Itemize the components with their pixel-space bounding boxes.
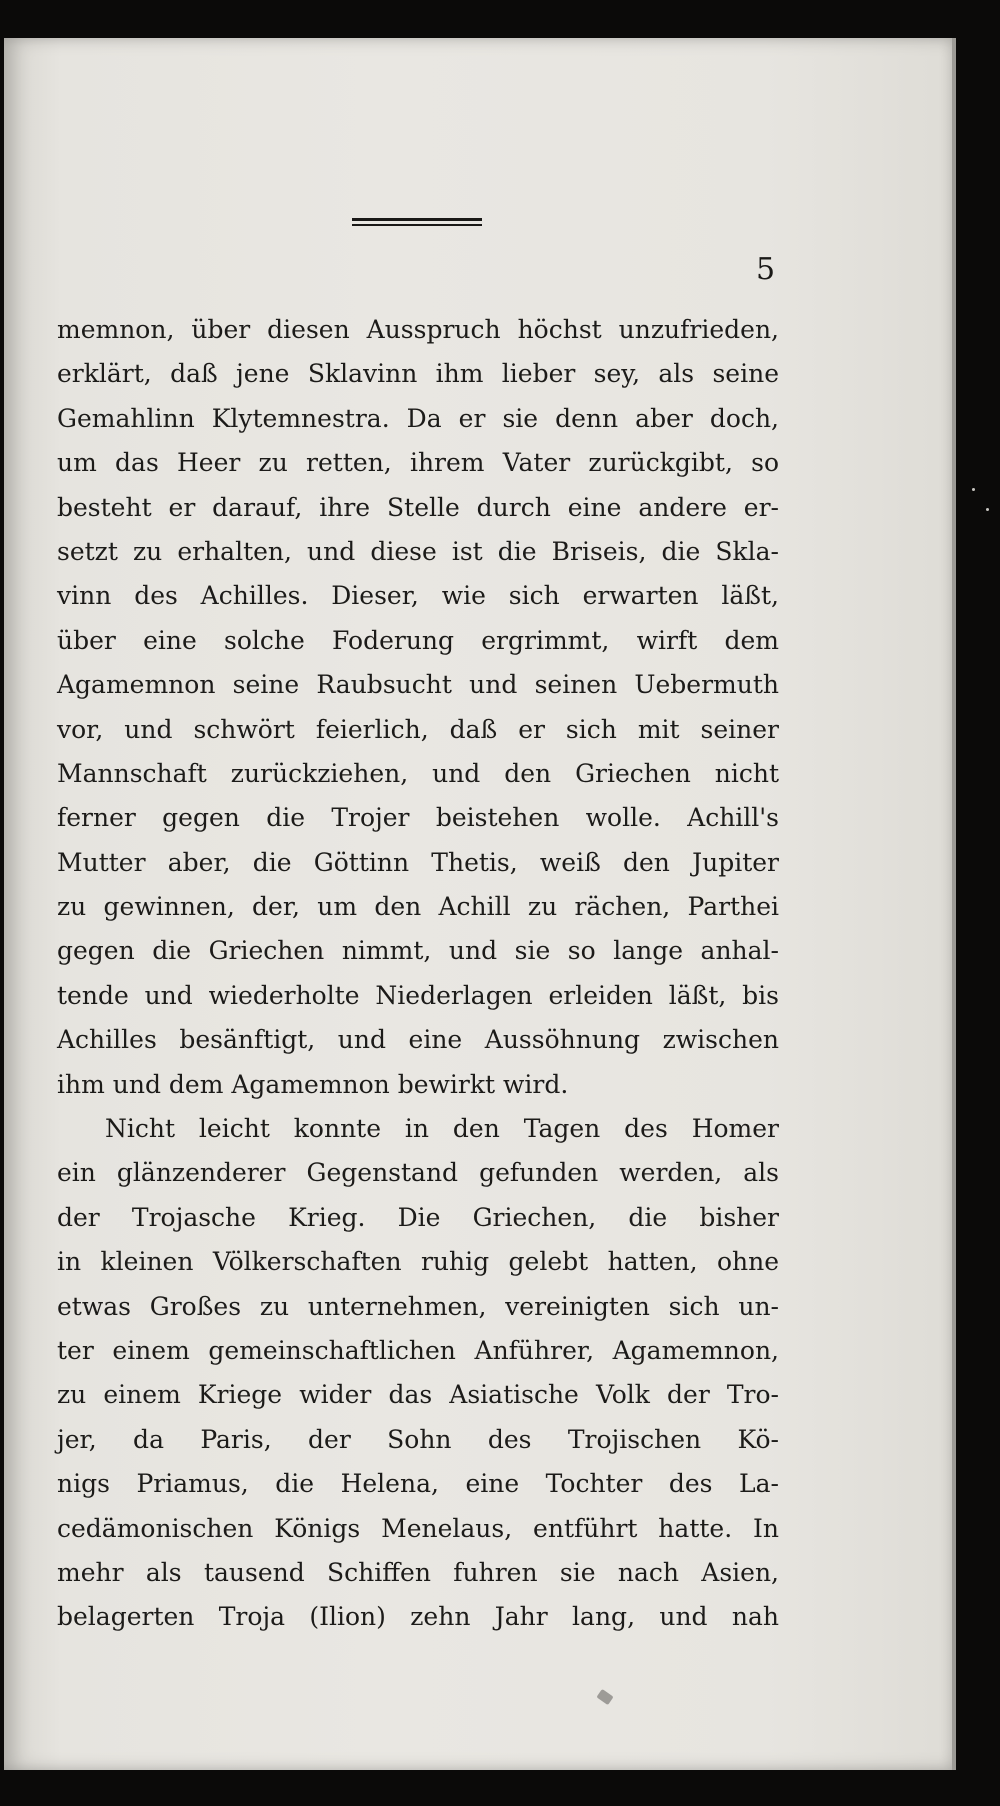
text-line: Nicht leicht konnte in den Tagen des Homer	[105, 1114, 779, 1144]
text-line: mehr als tausend Schiffen fuhren sie nach Asien,	[57, 1557, 779, 1587]
text-line: vor, und schwört feierlich, daß er sich mit seiner	[57, 714, 779, 744]
text-line: über eine solche Foderung ergrimmt, wirft dem	[57, 625, 779, 655]
text-line: ter einem gemeinschaftlichen Anführer, Agamemnon,	[57, 1335, 779, 1365]
dust-speck	[972, 488, 975, 491]
text-line: ein glänzenderer Gegenstand gefunden werden, als	[57, 1158, 779, 1188]
text-line: Agamemnon seine Raubsucht und seinen Uebermuth	[57, 670, 779, 700]
text-line: erklärt, daß jene Sklavinn ihm lieber sey, als seine	[57, 359, 779, 389]
text-line: etwas Großes zu unternehmen, vereinigten sich un-	[57, 1291, 779, 1321]
text-line: ihm und dem Agamemnon bewirkt wird.	[57, 1069, 569, 1099]
header-double-rule	[352, 218, 482, 226]
text-line: memnon, über diesen Ausspruch höchst unzufrieden,	[57, 315, 779, 344]
text-line: Achilles besänftigt, und eine Aussöhnung zwischen	[57, 1025, 779, 1055]
text-line: gegen die Griechen nimmt, und sie so lange anhal-	[57, 936, 779, 966]
text-line: setzt zu erhalten, und diese ist die Briseis, die Skla-	[57, 536, 779, 566]
text-line: zu einem Kriege wider das Asiatische Volk der Tro-	[57, 1380, 779, 1410]
text-line: zu gewinnen, der, um den Achill zu rächen, Parthei	[57, 892, 779, 922]
text-line: jer, da Paris, der Sohn des Trojischen Kö-	[57, 1424, 779, 1454]
text-line: in kleinen Völkerschaften ruhig gelebt hatten, ohne	[57, 1247, 779, 1277]
text-line: tende und wiederholte Niederlagen erleiden läßt, bis	[57, 980, 779, 1010]
text-line: ferner gegen die Trojer beistehen wolle. Achill's	[57, 803, 779, 833]
paper-speck	[596, 1689, 613, 1705]
paper-page	[4, 38, 954, 1770]
text-line: Gemahlinn Klytemnestra. Da er sie denn aber doch,	[57, 403, 779, 433]
dust-speck	[986, 508, 989, 511]
text-line: belagerten Troja (Ilion) zehn Jahr lang, und nah	[57, 1602, 779, 1632]
paragraph-2	[57, 1107, 779, 1640]
text-line: cedämonischen Königs Menelaus, entführt hatte. In	[57, 1513, 779, 1543]
paragraph-1	[57, 308, 779, 1107]
body-text	[57, 308, 779, 1640]
text-line: um das Heer zu retten, ihrem Vater zurückgibt, so	[57, 448, 779, 478]
text-line: Mannschaft zurückziehen, und den Griechen nicht	[57, 758, 779, 788]
text-line: besteht er darauf, ihre Stelle durch eine andere er-	[57, 492, 779, 522]
page-number: 5	[756, 252, 776, 287]
text-line: nigs Priamus, die Helena, eine Tochter des La-	[57, 1469, 779, 1499]
text-line: vinn des Achilles. Dieser, wie sich erwarten läßt,	[57, 581, 779, 611]
text-line: der Trojasche Krieg. Die Griechen, die bisher	[57, 1202, 779, 1232]
text-line: Mutter aber, die Göttinn Thetis, weiß den Jupiter	[57, 847, 779, 877]
